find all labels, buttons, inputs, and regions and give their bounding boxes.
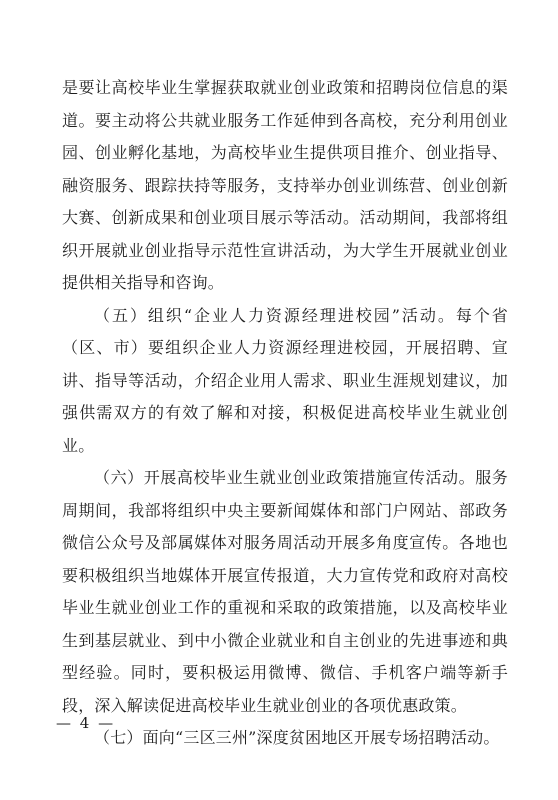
document-body (62, 72, 508, 755)
paragraph-4: （七）面向“三区三州”深度贫困地区开展专场招聘活动。 (94, 728, 500, 747)
paragraph-3: （六）开展高校毕业生就业创业政策措施宣传活动。服务周期间，我部将组织中央主要新闻媒体和部门户网站、部政务微信公众号及部属媒体对服务周活动开展多角度宣传。各地也要积极组织当地媒体开展宣传报道，大力宣传党和政府对高校毕业生就业创业工作的重视和采取的政策措施，以及高校毕业生到基层就业、到中小微企业就业和自主创业的先进事迹和典型经验。同时，要积极运用微博、微信、手机客户端等新手段，深入解读促进高校毕业生就业创业的各项优惠政策。 (62, 468, 508, 715)
page-number: — 4 — (56, 714, 116, 732)
paragraph-2: （五）组织“企业人力资源经理进校园”活动。每个省（区、市）要组织企业人力资源经理进校园，开展招聘、宣讲、指导等活动，介绍企业用人需求、职业生涯规划建议，加强供需双方的有效了解和对接，积极促进高校毕业生就业创业。 (62, 305, 508, 455)
paragraph-1: 是要让高校毕业生掌握获取就业创业政策和招聘岗位信息的渠道。要主动将公共就业服务工作延伸到各高校，充分利用创业园、创业孵化基地，为高校毕业生提供项目推介、创业指导、融资服务、跟踪扶持等服务，支持举办创业训练营、创业创新大赛、创新成果和创业项目展示等活动。活动期间，我部将组织开展就业创业指导示范性宣讲活动，为大学生开展就业创业提供相关指导和咨询。 (62, 78, 508, 292)
